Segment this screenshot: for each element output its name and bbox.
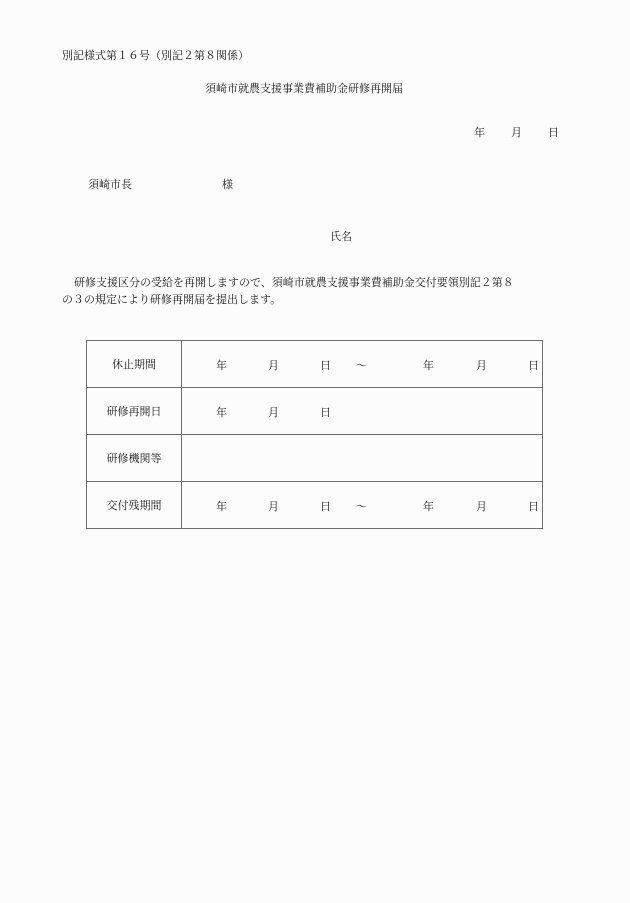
document-title: 須崎市就農支援事業費補助金研修再開届 xyxy=(205,82,403,95)
form-table xyxy=(86,340,543,529)
suspension-period-field[interactable] xyxy=(182,341,543,388)
year-label: 年 xyxy=(423,500,434,513)
day-label: 日 xyxy=(320,406,331,419)
row-label: 研修機関等 xyxy=(87,435,182,482)
month-label: 月 xyxy=(476,359,487,372)
date-day-label: 日 xyxy=(548,126,559,139)
month-label: 月 xyxy=(268,500,279,513)
row-label: 研修再開日 xyxy=(87,388,182,435)
addressee-name: 須崎市長 xyxy=(88,178,132,191)
body-text-line-2: の３の規定により研修再開届を提出します。 xyxy=(62,293,282,306)
date-year-label: 年 xyxy=(474,126,485,139)
year-label: 年 xyxy=(216,406,227,419)
table-row-restart-date xyxy=(87,388,543,435)
row-label: 交付残期間 xyxy=(87,482,182,529)
applicant-name-label: 氏名 xyxy=(330,230,352,243)
day-label: 日 xyxy=(320,359,331,372)
remaining-period-field[interactable] xyxy=(182,482,543,529)
range-separator: 〜 xyxy=(356,359,367,372)
body-text-line-1: 研修支援区分の受給を再開しますので、須崎市就農支援事業費補助金交付要領別記２第８ xyxy=(74,276,514,289)
form-number: 別記様式第１６号（別記２第８関係） xyxy=(62,49,249,62)
table-row-training-institution xyxy=(87,435,543,482)
day-label: 日 xyxy=(528,500,539,513)
date-month-label: 月 xyxy=(511,126,522,139)
day-label: 日 xyxy=(528,359,539,372)
row-label: 休止期間 xyxy=(87,341,182,388)
year-label: 年 xyxy=(216,359,227,372)
year-label: 年 xyxy=(423,359,434,372)
range-separator: 〜 xyxy=(356,500,367,513)
month-label: 月 xyxy=(268,359,279,372)
table-row-remaining-period xyxy=(87,482,543,529)
training-institution-field[interactable] xyxy=(182,435,543,482)
month-label: 月 xyxy=(268,406,279,419)
restart-date-field[interactable] xyxy=(182,388,543,435)
month-label: 月 xyxy=(476,500,487,513)
year-label: 年 xyxy=(216,500,227,513)
day-label: 日 xyxy=(320,500,331,513)
table-row-suspension-period xyxy=(87,341,543,388)
addressee-honorific: 様 xyxy=(222,178,233,191)
